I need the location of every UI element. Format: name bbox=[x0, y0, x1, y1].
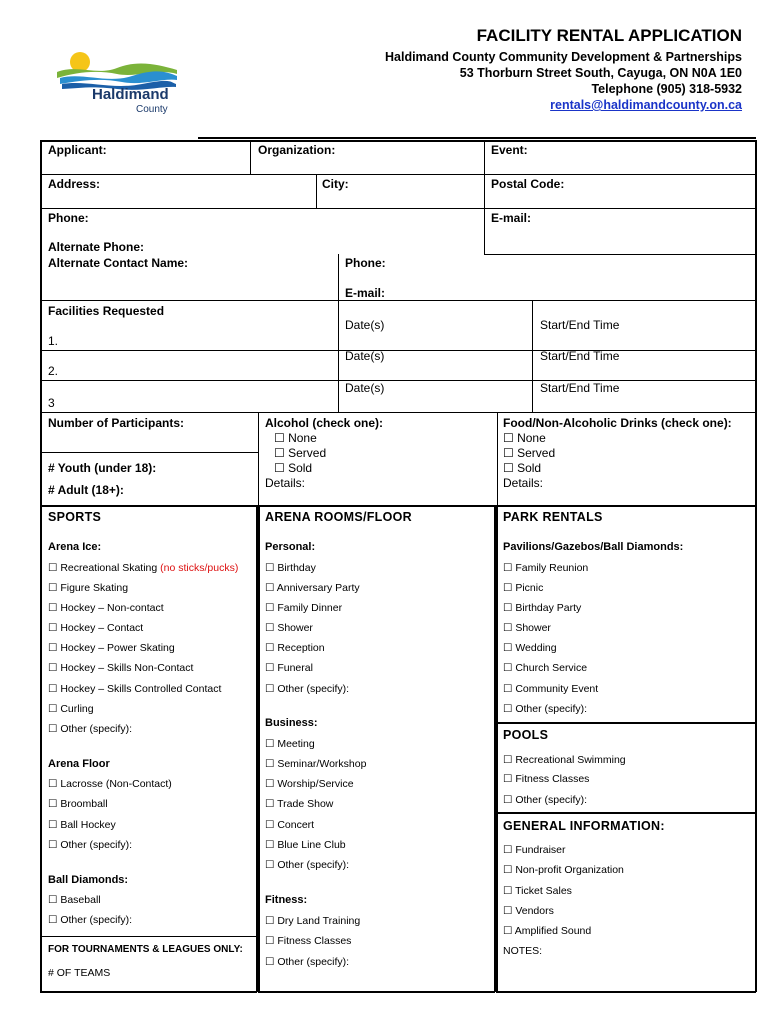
event-label[interactable]: Event: bbox=[491, 143, 528, 157]
food-label: Food/Non-Alcoholic Drinks (check one): bbox=[503, 416, 732, 430]
reception-checkbox[interactable]: ☐ Reception bbox=[265, 642, 325, 654]
arena-heading: ARENA ROOMS/FLOOR bbox=[265, 510, 412, 524]
meeting-checkbox[interactable]: ☐ Meeting bbox=[265, 738, 315, 750]
birthday-checkbox[interactable]: ☐ Birthday bbox=[265, 562, 316, 574]
family-reunion-checkbox[interactable]: ☐ Family Reunion bbox=[503, 562, 589, 574]
tournaments-heading: FOR TOURNAMENTS & LEAGUES ONLY: bbox=[48, 944, 243, 955]
phone-label[interactable]: Phone: bbox=[48, 211, 89, 225]
arena-ice-heading: Arena Ice: bbox=[48, 541, 102, 553]
alcohol-none-checkbox[interactable]: ☐ None bbox=[274, 431, 317, 445]
facility-3-dates[interactable]: Date(s) bbox=[345, 381, 385, 395]
ice-other-checkbox[interactable]: ☐ Other (specify): bbox=[48, 723, 133, 735]
ball-diamonds-heading: Ball Diamonds: bbox=[48, 874, 129, 886]
food-sold-checkbox[interactable]: ☐ Sold bbox=[503, 461, 542, 475]
floor-other-checkbox[interactable]: ☐ Other (specify): bbox=[48, 839, 133, 851]
facility-1-label[interactable]: 1. bbox=[48, 334, 59, 348]
business-heading: Business: bbox=[265, 717, 318, 729]
org-email-link[interactable]: rentals@haldimandcounty.on.ca bbox=[550, 98, 742, 112]
notes-field[interactable]: NOTES: bbox=[503, 945, 543, 957]
ticket-sales-checkbox[interactable]: ☐ Ticket Sales bbox=[503, 885, 572, 897]
facility-2-dates[interactable]: Date(s) bbox=[345, 349, 385, 363]
postal-code-label[interactable]: Postal Code: bbox=[491, 177, 565, 191]
org-name: Haldimand County Community Development & Partnerships bbox=[385, 50, 742, 64]
pool-fitness-checkbox[interactable]: ☐ Fitness Classes bbox=[503, 773, 590, 785]
ball-hockey-checkbox[interactable]: ☐ Ball Hockey bbox=[48, 819, 116, 831]
baseball-checkbox[interactable]: ☐ Baseball bbox=[48, 894, 101, 906]
fitness-classes-checkbox[interactable]: ☐ Fitness Classes bbox=[265, 935, 352, 947]
vendors-checkbox[interactable]: ☐ Vendors bbox=[503, 905, 554, 917]
youth-label[interactable]: # Youth (under 18): bbox=[48, 461, 157, 475]
hockey-power-skating-checkbox[interactable]: ☐ Hockey – Power Skating bbox=[48, 642, 175, 654]
haldimand-logo bbox=[52, 50, 182, 122]
concert-checkbox[interactable]: ☐ Concert bbox=[265, 819, 315, 831]
pool-other-checkbox[interactable]: ☐ Other (specify): bbox=[503, 794, 588, 806]
organization-label[interactable]: Organization: bbox=[258, 143, 336, 157]
applicant-label[interactable]: Applicant: bbox=[48, 143, 107, 157]
hockey-skills-contact-checkbox[interactable]: ☐ Hockey – Skills Controlled Contact bbox=[48, 683, 222, 695]
food-details[interactable]: Details: bbox=[503, 476, 544, 490]
picnic-checkbox[interactable]: ☐ Picnic bbox=[503, 582, 544, 594]
hockey-skills-noncontact-checkbox[interactable]: ☐ Hockey – Skills Non-Contact bbox=[48, 662, 194, 674]
business-other-checkbox[interactable]: ☐ Other (specify): bbox=[265, 859, 350, 871]
page-title: FACILITY RENTAL APPLICATION bbox=[476, 26, 742, 45]
logo-name: Haldimand bbox=[92, 86, 169, 103]
diamond-other-checkbox[interactable]: ☐ Other (specify): bbox=[48, 914, 133, 926]
facility-1-times[interactable]: Start/End Time bbox=[540, 318, 620, 332]
funeral-checkbox[interactable]: ☐ Funeral bbox=[265, 662, 313, 674]
amplified-sound-checkbox[interactable]: ☐ Amplified Sound bbox=[503, 925, 592, 937]
facility-2-label[interactable]: 2. bbox=[48, 364, 59, 378]
org-phone: Telephone (905) 318-5932 bbox=[591, 82, 742, 96]
anniversary-checkbox[interactable]: ☐ Anniversary Party bbox=[265, 582, 360, 594]
figure-skating-checkbox[interactable]: ☐ Figure Skating bbox=[48, 582, 129, 594]
facility-1-dates[interactable]: Date(s) bbox=[345, 318, 385, 332]
trade-show-checkbox[interactable]: ☐ Trade Show bbox=[265, 798, 334, 810]
adult-label[interactable]: # Adult (18+): bbox=[48, 483, 124, 497]
sports-heading: SPORTS bbox=[48, 510, 102, 524]
number-of-teams-field[interactable]: # OF TEAMS bbox=[48, 967, 111, 979]
shower-checkbox[interactable]: ☐ Shower bbox=[265, 622, 313, 634]
park-heading: PARK RENTALS bbox=[503, 510, 603, 524]
church-service-checkbox[interactable]: ☐ Church Service bbox=[503, 662, 588, 674]
alternate-contact-label[interactable]: Alternate Contact Name: bbox=[48, 256, 189, 270]
dry-land-checkbox[interactable]: ☐ Dry Land Training bbox=[265, 915, 361, 927]
wedding-checkbox[interactable]: ☐ Wedding bbox=[503, 642, 557, 654]
participants-label[interactable]: Number of Participants: bbox=[48, 416, 185, 430]
rec-swimming-checkbox[interactable]: ☐ Recreational Swimming bbox=[503, 754, 626, 766]
facility-3-label[interactable]: 3 bbox=[48, 396, 55, 410]
alcohol-details[interactable]: Details: bbox=[265, 476, 306, 490]
city-label[interactable]: City: bbox=[322, 177, 349, 191]
nonprofit-checkbox[interactable]: ☐ Non-profit Organization bbox=[503, 864, 624, 876]
birthday-party-checkbox[interactable]: ☐ Birthday Party bbox=[503, 602, 582, 614]
org-address: 53 Thorburn Street South, Cayuga, ON N0A 1E0 bbox=[459, 66, 742, 80]
fitness-heading: Fitness: bbox=[265, 894, 308, 906]
address-label[interactable]: Address: bbox=[48, 177, 101, 191]
broomball-checkbox[interactable]: ☐ Broomball bbox=[48, 798, 108, 810]
alcohol-sold-checkbox[interactable]: ☐ Sold bbox=[274, 461, 313, 475]
alcohol-served-checkbox[interactable]: ☐ Served bbox=[274, 446, 327, 460]
curling-checkbox[interactable]: ☐ Curling bbox=[48, 703, 94, 715]
food-served-checkbox[interactable]: ☐ Served bbox=[503, 446, 556, 460]
park-other-checkbox[interactable]: ☐ Other (specify): bbox=[503, 703, 588, 715]
rec-skating-checkbox[interactable] bbox=[48, 562, 238, 574]
pavilions-heading: Pavilions/Gazebos/Ball Diamonds: bbox=[503, 541, 684, 553]
park-shower-checkbox[interactable]: ☐ Shower bbox=[503, 622, 551, 634]
hockey-noncontact-checkbox[interactable]: ☐ Hockey – Non-contact bbox=[48, 602, 164, 614]
alternate-contact-phone-label[interactable]: Phone: bbox=[345, 256, 386, 270]
family-dinner-checkbox[interactable]: ☐ Family Dinner bbox=[265, 602, 343, 614]
arena-floor-heading: Arena Floor bbox=[48, 758, 110, 770]
lacrosse-checkbox[interactable]: ☐ Lacrosse (Non-Contact) bbox=[48, 778, 172, 790]
alternate-contact-email-label[interactable]: E-mail: bbox=[345, 286, 386, 300]
personal-other-checkbox[interactable]: ☐ Other (specify): bbox=[265, 683, 350, 695]
seminar-checkbox[interactable]: ☐ Seminar/Workshop bbox=[265, 758, 367, 770]
rec-skating-label: ☐ Recreational Skating bbox=[48, 562, 158, 574]
email-label[interactable]: E-mail: bbox=[491, 211, 532, 225]
logo-subname: County bbox=[136, 104, 168, 115]
alternate-phone-label[interactable]: Alternate Phone: bbox=[48, 240, 145, 254]
blue-line-club-checkbox[interactable]: ☐ Blue Line Club bbox=[265, 839, 346, 851]
hockey-contact-checkbox[interactable]: ☐ Hockey – Contact bbox=[48, 622, 144, 634]
worship-checkbox[interactable]: ☐ Worship/Service bbox=[265, 778, 354, 790]
facility-3-times[interactable]: Start/End Time bbox=[540, 381, 620, 395]
facility-2-times[interactable]: Start/End Time bbox=[540, 349, 620, 363]
fundraiser-checkbox[interactable]: ☐ Fundraiser bbox=[503, 844, 566, 856]
pools-heading: POOLS bbox=[503, 728, 549, 742]
rec-skating-note: (no sticks/pucks) bbox=[160, 562, 239, 574]
personal-heading: Personal: bbox=[265, 541, 316, 553]
facilities-requested-label: Facilities Requested bbox=[48, 304, 165, 318]
general-info-heading: GENERAL INFORMATION: bbox=[503, 819, 665, 833]
food-none-checkbox[interactable]: ☐ None bbox=[503, 431, 546, 445]
community-event-checkbox[interactable]: ☐ Community Event bbox=[503, 683, 599, 695]
alcohol-label: Alcohol (check one): bbox=[265, 416, 384, 430]
fitness-other-checkbox[interactable]: ☐ Other (specify): bbox=[265, 956, 350, 968]
